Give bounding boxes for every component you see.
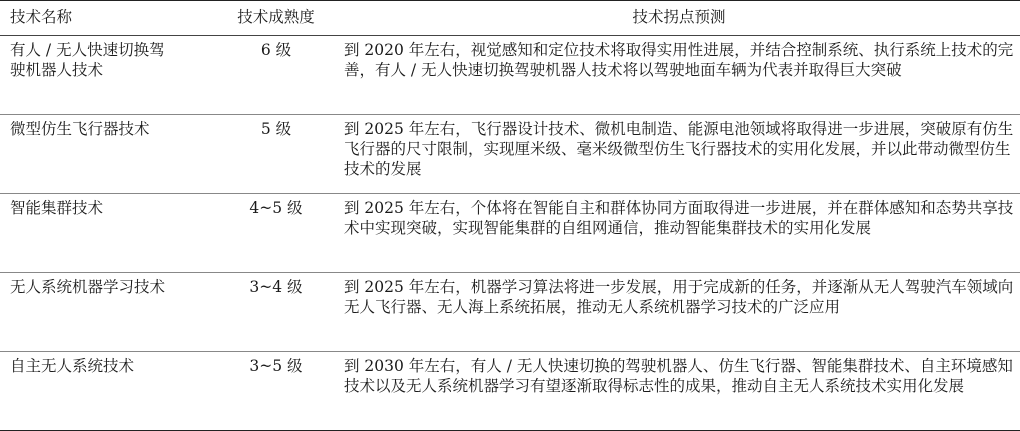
cell-tech-name: 无人系统机器学习技术 xyxy=(0,273,222,352)
table-header-row xyxy=(0,1,1020,36)
cell-tech-name: 微型仿生飞行器技术 xyxy=(0,115,222,194)
table-row xyxy=(0,194,1020,273)
cell-tech-name: 有人 / 无人快速切换驾驶机器人技术 xyxy=(0,36,222,115)
table-row xyxy=(0,273,1020,352)
table-row xyxy=(0,36,1020,115)
cell-prediction: 到 2020 年左右，视觉感知和定位技术将取得实用性进展，并结合控制系统、执行系统上技术的完善，有人 / 无人快速切换驾驶机器人技术将以驾驶地面车辆为代表并取得巨大突破 xyxy=(330,36,1020,115)
header-maturity: 技术成熟度 xyxy=(222,1,330,36)
table-row xyxy=(0,352,1020,431)
cell-maturity: 3~4 级 xyxy=(222,273,330,352)
cell-tech-name: 自主无人系统技术 xyxy=(0,352,222,431)
cell-prediction: 到 2025 年左右，个体将在智能自主和群体协同方面取得进一步进展，并在群体感知和态势共享技术中实现突破，实现智能集群的自组网通信，推动智能集群技术的实用化发展 xyxy=(330,194,1020,273)
cell-tech-name: 智能集群技术 xyxy=(0,194,222,273)
table-row xyxy=(0,115,1020,194)
cell-prediction: 到 2025 年左右，机器学习算法将进一步发展，用于完成新的任务，并逐渐从无人驾驶汽车领域向无人飞行器、无人海上系统拓展，推动无人系统机器学习技术的广泛应用 xyxy=(330,273,1020,352)
cell-maturity: 5 级 xyxy=(222,115,330,194)
cell-prediction: 到 2025 年左右，飞行器设计技术、微机电制造、能源电池领域将取得进一步进展，突破原有仿生飞行器的尺寸限制，实现厘米级、毫米级微型仿生飞行器技术的实用化发展，并以此带动微型仿生技术的发展 xyxy=(330,115,1020,194)
header-prediction: 技术拐点预测 xyxy=(330,1,1020,36)
cell-maturity: 3~5 级 xyxy=(222,352,330,431)
cell-maturity: 4~5 级 xyxy=(222,194,330,273)
header-tech-name: 技术名称 xyxy=(0,1,222,36)
cell-prediction: 到 2030 年左右，有人 / 无人快速切换的驾驶机器人、仿生飞行器、智能集群技术、自主环境感知技术以及无人系统机器学习有望逐渐取得标志性的成果，推动自主无人系统技术实用化发展 xyxy=(330,352,1020,431)
cell-maturity: 6 级 xyxy=(222,36,330,115)
